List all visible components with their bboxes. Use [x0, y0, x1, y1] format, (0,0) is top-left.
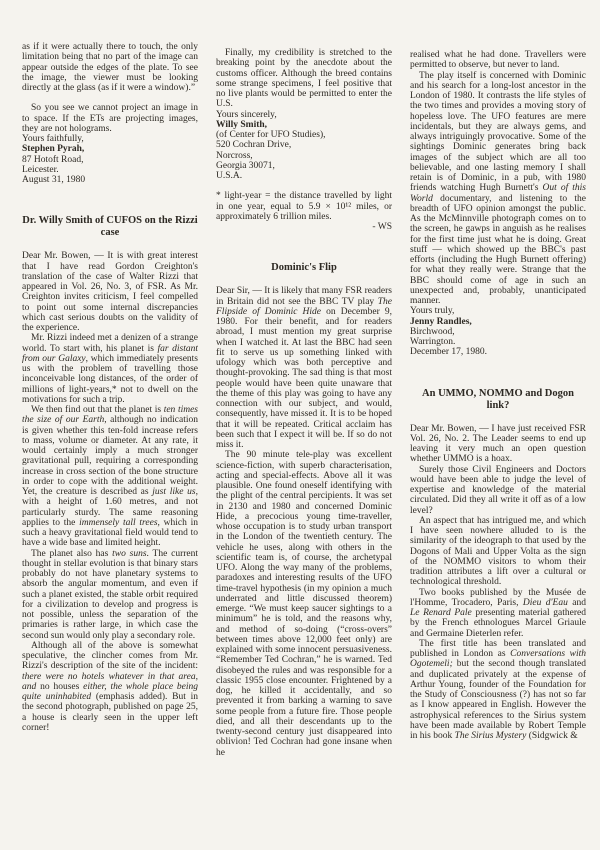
- paragraph: [216, 286, 392, 450]
- text-segment: Dieu d'Eau: [522, 597, 568, 608]
- paragraph: [410, 639, 586, 742]
- text-segment: but the second though translated and duplicated privately at the expense of Arthur Young, founder of the Foundation for the Study of Consciousness (?) has not so far as I know appeared in English. However the astrophysical references to the Sirius system have been made available by Robert Temple in his book: [410, 659, 586, 741]
- signature-name: Jenny Randles,: [410, 316, 472, 327]
- signature-line: Warrington.: [410, 337, 456, 347]
- signature-line: August 31, 1980: [22, 175, 86, 185]
- signature-block: [410, 306, 586, 357]
- column-3: [410, 42, 586, 850]
- text-segment: Two books published by the Musée de l'Homme, Trocadero, Paris,: [410, 587, 586, 608]
- text-segment: presenting material gathered by the French ethnologues Marcel Griaule and Germaine Dieterlen refer.: [410, 608, 586, 639]
- text-segment: , although no indication is given whether this ten-fold increase refers to mass, volume or diameter. At any rate, it would certainly imply a much stronger gravitational pull, requiring a corresponding increase in cross section of the bone structure in order to cope with the additional weight. Yet, the creature is described as: [22, 415, 198, 497]
- signature-line: Yours truly,: [410, 306, 455, 317]
- paragraph: [22, 405, 198, 549]
- signature-line: Yours sincerely,: [216, 109, 277, 120]
- paragraph: [410, 50, 586, 71]
- text-segment: there were no hotels whatever in that area, and: [22, 671, 198, 692]
- text-segment: far distant from our Galaxy: [22, 343, 198, 364]
- text-segment: * light-year = the distance travelled by light in one year, equal to 5.9 × 10¹² miles, or approximately 6 trillion miles.: [216, 191, 392, 222]
- paragraph: [410, 588, 586, 639]
- text-segment: (emphasis added). But in the second photograph, published on page 25, a house is clearly seen in the upper left corner!: [22, 692, 198, 733]
- signature-line: Georgia 30071,: [216, 160, 275, 171]
- text-segment: Dear Mr. Bowen, — It is with great interest that I have read Gordon Creighton's translation of the case of Walter Rizzi that appeared in Vol. 26, No. 3, of FSR. As Mr. Creighton invites criticism, I feel compelled to point out some internal discrepancies which cast serious doubts on the validity of the experience.: [22, 251, 198, 333]
- paragraph: [216, 191, 392, 222]
- text-segment: The 90 minute tele-play was excellent science-fiction, with superb characterisation, acting and special-effects. Above all it was plausible. One found oneself identifying with the plight of the central percipients. It was set in 2130 and 1980 and concerned Dominic Hide, a precocious young time-traveller, whose occupation is to study urban transport in the London of the twentieth century. The vehicle he uses, along with others in the scientific team is, of course, the archetypal UFO. Along the way many of the problems, paradoxes and interesting results of the UFO time-travel hypothesis (in my opinion a much underrated and little discussed theorem) emerge. “We must keep saucer sightings to a minimum” he is told, and the reasons why, and method of so-doing (“cross-overs” between times above 12,000 feet only) are explained with some innocent persuasiveness. “Remember Ted Cochran,” he is warned. Ted disobeyed the rules and was responsible for a classic 1955 close encounter. Frightened by a dog, he killed it accidentally, and so prevented it from barking a warning to save some people from a future fire. Those people died, and all their descendants up to the twenty-second century just disappeared into oblivion! Ted Cochran had gone insane when he: [216, 450, 392, 758]
- letter-heading: An UMMO, NOMMO and Dogon link?: [422, 387, 574, 411]
- paragraph: [22, 42, 198, 93]
- text-segment: We then find out that the planet is: [31, 405, 164, 415]
- signature-line: Birchwood,: [410, 326, 455, 337]
- signature-line: Norcross,: [216, 150, 253, 161]
- text-segment: So you see we cannot project an image in to space. If the ETs are projecting images, they are not holograms.: [22, 103, 198, 134]
- text-segment: documentary, and listening to the breadth of UFO opinion amongst the public. As the McMinnville photograph comes on to the screen, he gawps in anguish as he realises for the first time just what he is doing. Great stuff — which showed up the BBC's past efforts (including the Hugh Burnett offering) for what they really were. Strange that the BBC should come of age in such an unexpected and, probably, unanticipated manner.: [410, 193, 586, 306]
- signature-name: Willy Smith,: [216, 119, 268, 130]
- paragraph: [216, 48, 392, 110]
- footnote-initials: - WS: [372, 222, 392, 232]
- paragraph: [410, 71, 586, 307]
- signature-line: 87 Hotoft Road,: [22, 154, 84, 165]
- text-segment: The first title has been translated and published in London as: [410, 638, 586, 659]
- text-segment: Out of this World: [410, 183, 586, 204]
- text-segment: two suns: [112, 548, 147, 559]
- signature-block: [22, 134, 198, 185]
- letter-heading: Dominic's Flip: [271, 262, 337, 274]
- text-segment: , which immediately presents us with the problem of travelling those inconceivable long distances, of the order of millions of light-years,* not to dwell on the motivations for such a trip.: [22, 353, 198, 405]
- paragraph: [410, 516, 586, 588]
- paragraph: [22, 641, 198, 733]
- letter-heading: Dr. Willy Smith of CUFOS on the Rizzi case: [22, 215, 198, 239]
- text-segment: Dear Mr. Bowen, — I have just received FSR Vol. 26, No. 2. The Leader seems to end up leaving it very much an open question whether UMMO is a hoax.: [410, 423, 586, 465]
- text-segment: just like us: [152, 487, 196, 497]
- signature-line: 520 Cochran Drive,: [216, 140, 292, 151]
- text-segment: (Sidgwick &: [526, 731, 578, 741]
- text-segment: Mr. Rizzi indeed met a denizen of a strange world. To start with, his planet is: [22, 333, 198, 354]
- paragraph: [410, 465, 586, 516]
- text-segment: ten times the size of our Earth: [22, 405, 198, 426]
- text-segment: , with a height of 1.60 metres, and not particularly sturdy. The same reasoning applies to the: [22, 487, 198, 528]
- signature-line: U.S.A.: [216, 171, 243, 181]
- signature-line: December 17, 1980.: [410, 347, 488, 358]
- paragraph: [410, 424, 586, 465]
- text-segment: An aspect that has intrigued me, and which I have seen nowhere alluded to is the similarity of the ideograph to that used by the Dogons of Mali and Upper Volta as the sign of the NOMMO visitors to whom their tradition attributes a lift over a cultural or technological threshold.: [410, 515, 586, 588]
- paragraph: [22, 549, 198, 641]
- paragraph: [216, 450, 392, 758]
- paragraph: [22, 103, 198, 134]
- signature-line: Yours faithfully,: [22, 134, 84, 144]
- text-segment: , which in such a heavy gravitational field would tend to have a wide base and limited height.: [22, 517, 198, 549]
- signature-line: Leicester.: [22, 164, 59, 175]
- signature-name: Stephen Pyrah,: [22, 144, 85, 155]
- text-segment: The play itself is concerned with Dominic and his search for a long-lost ancestor in the London of 1980. It contrasts the life styles of the two times and provides a moving story of hopeless love. The UFO features are mere incidentals, but they are always gems, and always intriguingly provocative. Some of the sightings Dominic generates bring back images of the subject which are all too believable, and one lasting memory I shall retain is of Dominic, in a pub, with 1980 friends watching Hugh Burnett's: [410, 70, 586, 194]
- text-segment: The Flipside of Dominic Hide: [216, 296, 392, 317]
- text-segment: Surely those Civil Engineers and Doctors would have been able to judge the level of expertise and knowledge of the material circulated. Did they all write it off as of a low level?: [410, 464, 586, 516]
- signature-block: [216, 110, 392, 182]
- text-segment: . The current thought in stellar evolution is that binary stars probably do not have planetary systems to absorb the angular momentum, and even if such a planet existed, the stable orbit required for a civilization to develop and progress is not possible, unless the separation of the primaries is rather large, in which case the second sun would only play a secondary role.: [22, 548, 198, 641]
- text-segment: on December 9, 1980. For their benefit, and for readers abroad, I must mention my great surprise when I watched it. At last the BBC had seen fit to serve us up something linked with ufology which was both perceptive and thought-provoking. The sad thing is that most people would have been quite unaware that the theme of this play was going to have any connection with our subject, and would, consequently, have missed it. It is to be hoped that it will be repeated. Critical acclaim has been such that I expect it will be. If so do not miss it.: [216, 306, 392, 450]
- text-segment: Finally, my credibility is stretched to the breaking point by the anecdote about the customs officer. Although the breed contains some strange specimens, I feel positive that no live plants would be permitted to enter the U.S.: [216, 48, 392, 110]
- column-1: [22, 42, 198, 850]
- text-segment: realised what he had done. Travellers were permitted to observe, but never to land.: [410, 50, 586, 71]
- text-segment: and: [567, 597, 586, 608]
- text-segment: The Sirius Mystery: [454, 731, 527, 741]
- signature-line: (of Center for UFO Studies),: [216, 130, 326, 140]
- paragraph: [22, 251, 198, 333]
- text-segment: immensely tall trees: [79, 517, 158, 528]
- paragraph: [22, 333, 198, 405]
- text-segment: The planet also has: [31, 548, 113, 559]
- text-segment: no houses: [36, 681, 84, 692]
- text-segment: Conversations with Ogotemeli;: [410, 649, 586, 670]
- text-segment: Le Renard Pale: [410, 608, 472, 618]
- text-segment: as if it were actually there to touch, the only limitation being that no part of the image can appear outside the edges of the plate. To see the image, the viewer must be looking directly at the glass (as if it were a window).”: [22, 42, 198, 93]
- text-segment: either, the whole place being quite uninhabited: [22, 681, 198, 702]
- text-segment: Although all of the above is somewhat speculative, the clincher comes from Mr. Rizzi's description of the site of the incident:: [22, 640, 198, 672]
- column-2: [216, 42, 392, 850]
- text-segment: Dear Sir, — It is likely that many FSR readers in Britain did not see the BBC TV play: [216, 286, 392, 307]
